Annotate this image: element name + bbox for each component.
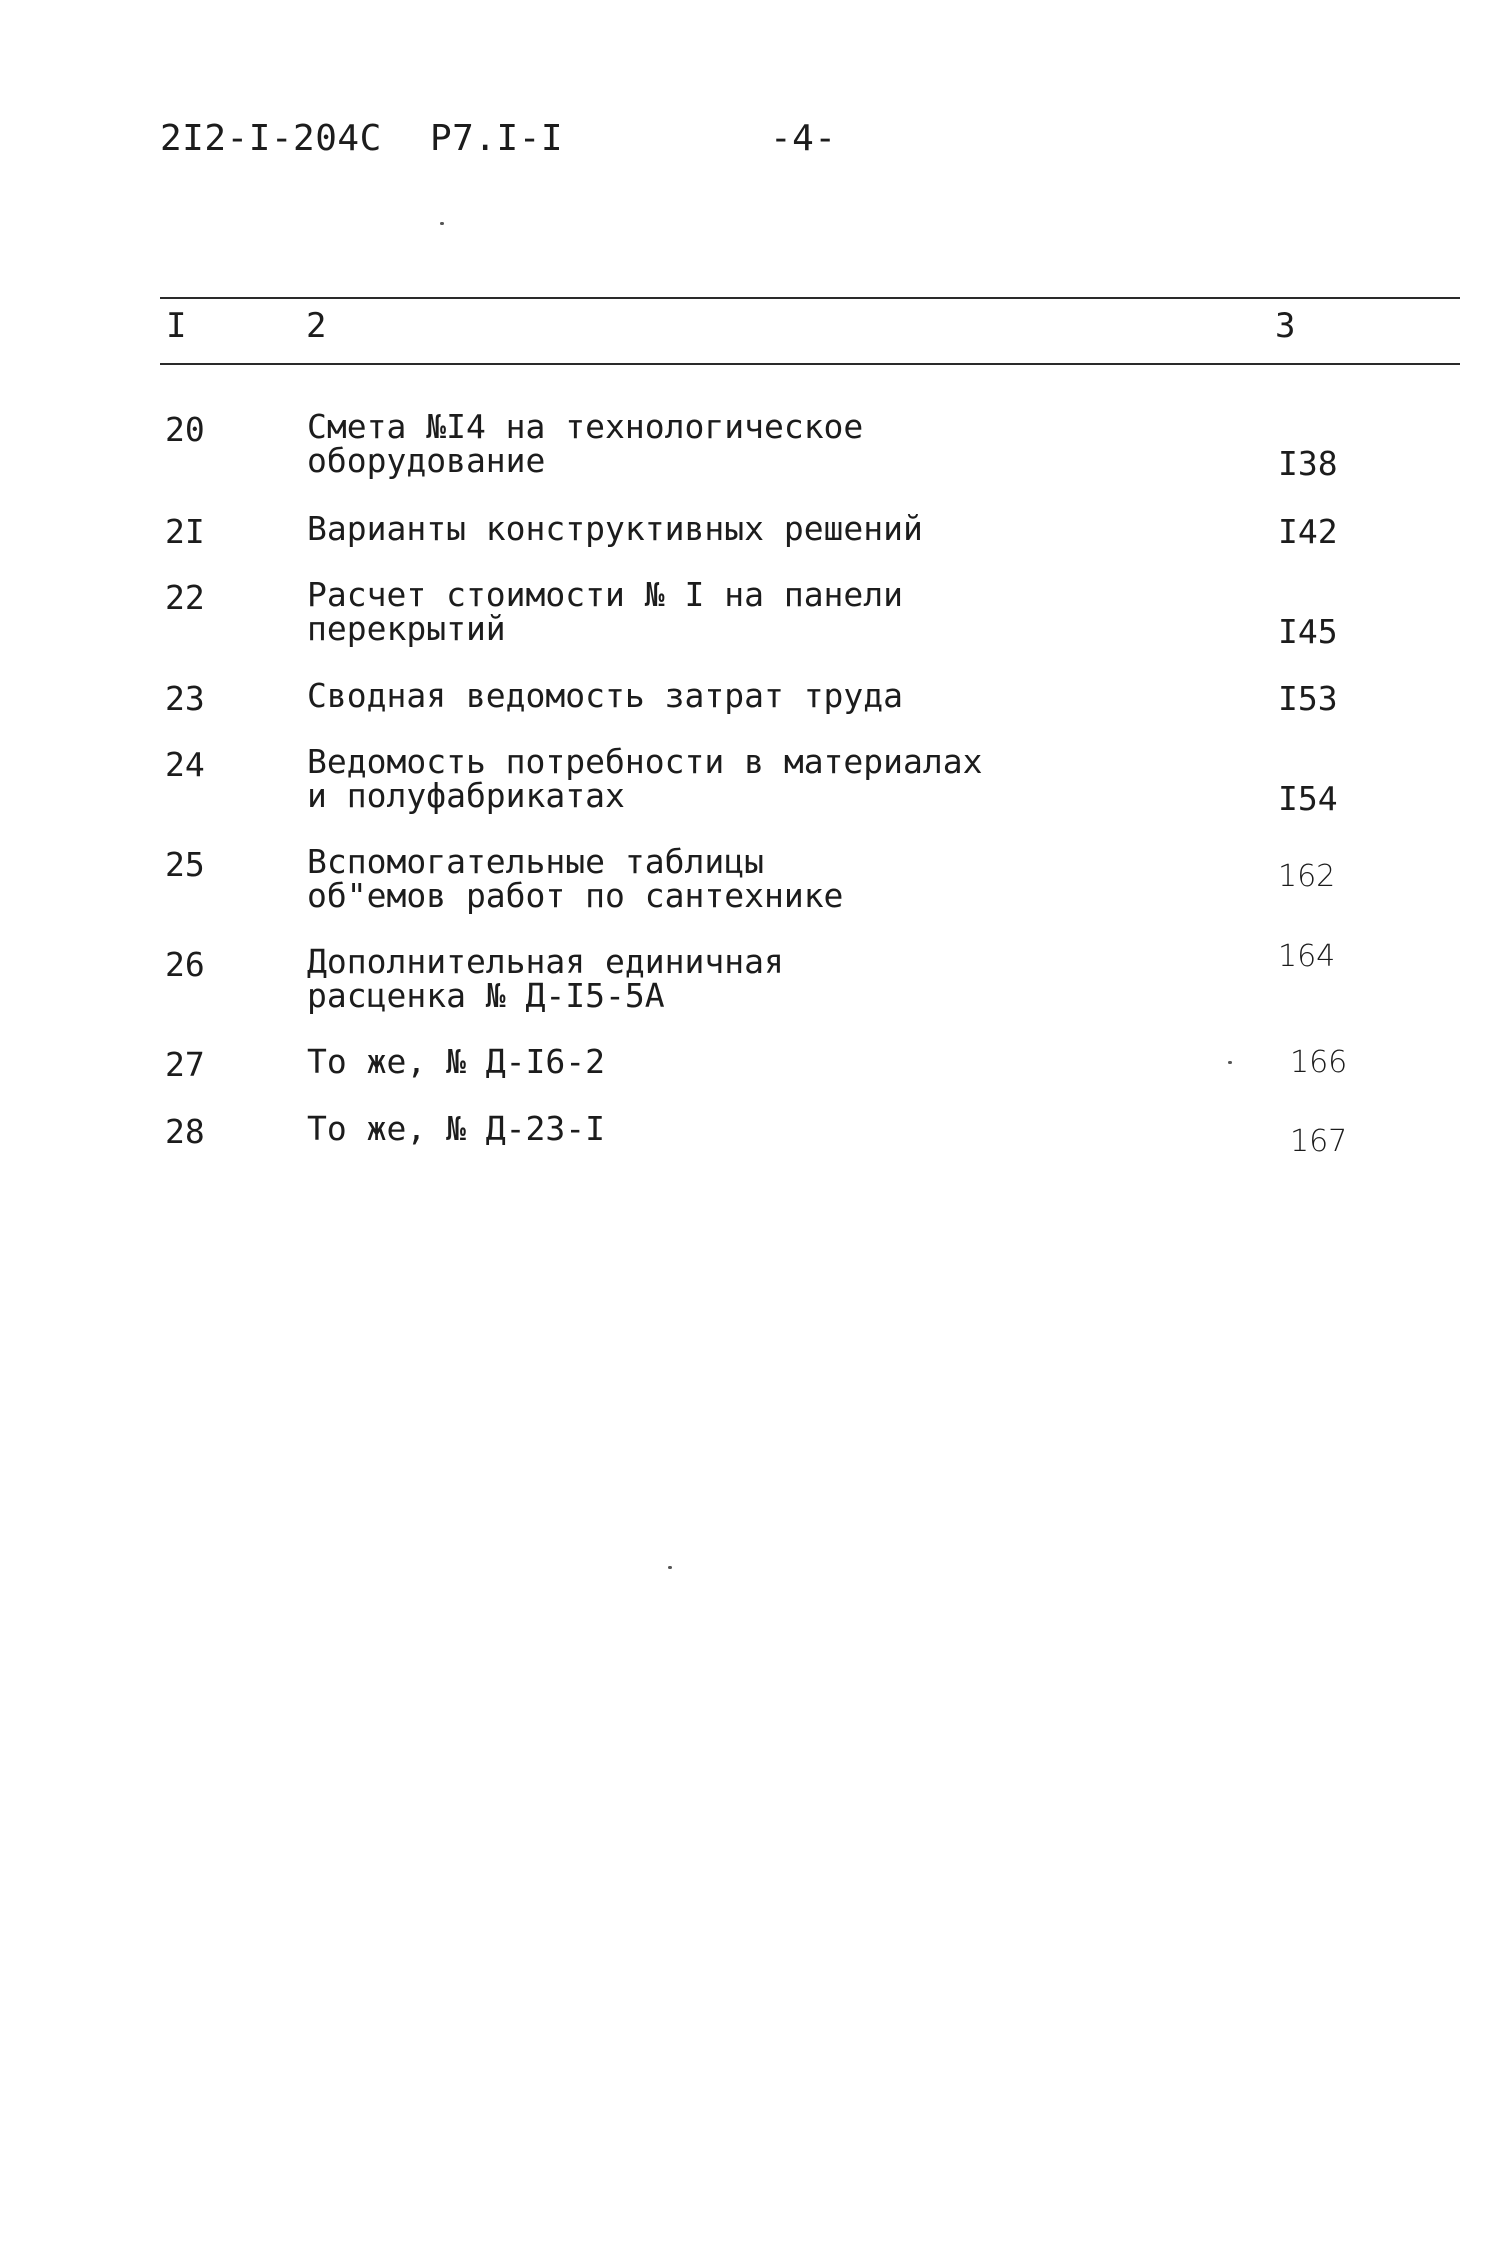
column-header-page: 3 — [1275, 306, 1296, 346]
table-top-rule — [160, 297, 1460, 299]
document-code: 2I2-I-204C — [160, 118, 382, 159]
section-number: P7.I-I — [430, 118, 564, 159]
row-page: I38 — [1278, 444, 1338, 483]
column-header-number: I — [166, 306, 187, 346]
row-title: Сводная ведомость затрат труда — [307, 676, 904, 715]
row-number: 25 — [165, 845, 205, 884]
row-page: 164 — [1278, 939, 1336, 974]
row-number: 28 — [165, 1112, 205, 1151]
row-page: I45 — [1278, 612, 1338, 651]
row-page: 166 — [1290, 1045, 1348, 1080]
row-number: 22 — [165, 578, 205, 617]
row-title: Варианты конструктивных решений — [307, 509, 923, 548]
row-title: Смета №I4 на технологическое оборудование — [307, 407, 864, 480]
row-page: 162 — [1278, 859, 1336, 894]
scan-speck — [668, 1566, 672, 1569]
row-page: 167 — [1290, 1124, 1348, 1159]
page-number: -4- — [770, 118, 837, 159]
row-number: 23 — [165, 679, 205, 718]
column-header-title: 2 — [306, 306, 327, 346]
row-page: I42 — [1278, 512, 1338, 551]
row-title: Дополнительная единичная расценка № Д-I5-5А — [307, 942, 784, 1015]
row-title: Ведомость потребности в материалах и полуфабрикатах — [307, 742, 983, 815]
scan-speck — [1228, 1061, 1232, 1064]
row-number: 27 — [165, 1045, 205, 1084]
row-number: 24 — [165, 745, 205, 784]
row-title: Расчет стоимости № I на панели перекрытий — [307, 575, 904, 648]
row-number: 26 — [165, 945, 205, 984]
row-title: То же, № Д-23-I — [307, 1109, 606, 1148]
row-title: То же, № Д-I6-2 — [307, 1042, 606, 1081]
row-page: I53 — [1278, 679, 1338, 718]
scan-speck — [440, 222, 444, 225]
table-header-rule — [160, 363, 1460, 365]
row-page: I54 — [1278, 779, 1338, 818]
row-number: 2I — [165, 512, 205, 551]
row-number: 20 — [165, 410, 205, 449]
row-title: Вспомогательные таблицы об"емов работ по сантехнике — [307, 842, 844, 915]
